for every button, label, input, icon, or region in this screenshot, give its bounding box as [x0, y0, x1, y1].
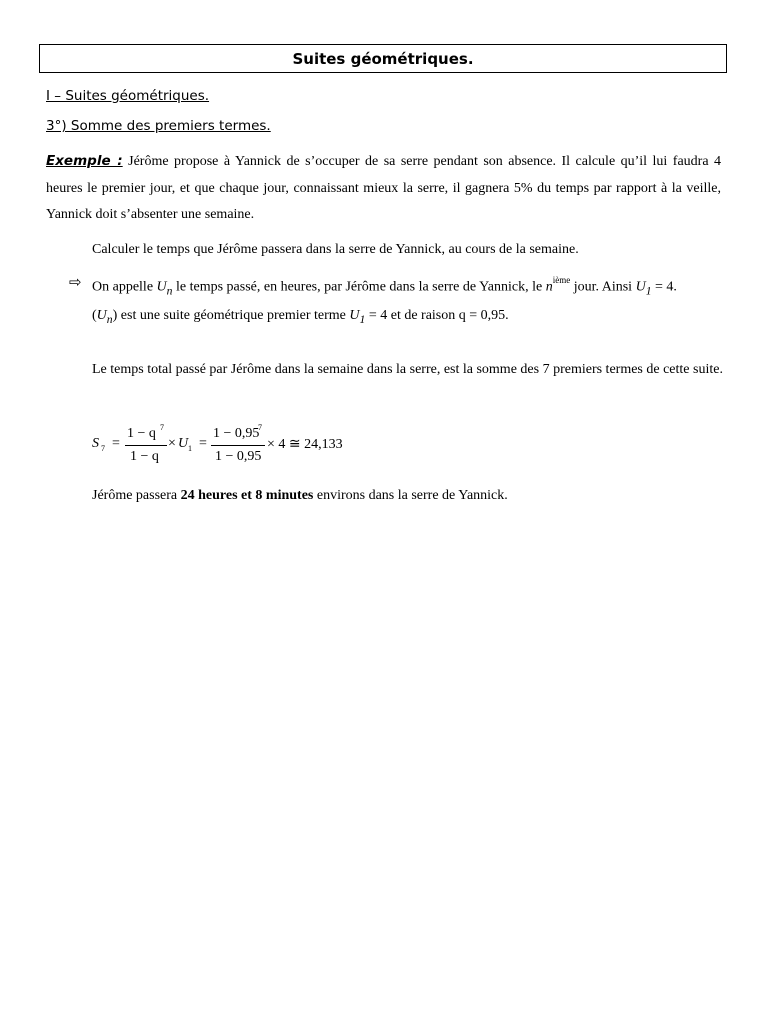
example-label: Exemple :: [46, 153, 123, 169]
page-title: [39, 44, 727, 73]
example-paragraph: [46, 148, 721, 229]
sum-explanation: Le temps total passé par Jérôme dans la semaine dans la serre, est la somme des 7 premiers termes de cette suite.: [92, 362, 723, 377]
definition-item: On appelle $U_n$ le temps passé, en heures, par Jérôme dans la serre de Yannick, le $n^{ième}$ jour. Ainsi $U_1 = 4$. $(U_n)$ est une suite géométrique premier terme $U_1 = 4$ et de raison q = 0,95.: [92, 275, 677, 327]
conclusion-text: Jérôme passera 24 heures et 8 minutes environs dans la serre de Yannick.: [92, 488, 508, 503]
fraction-bar: [125, 445, 167, 446]
section-heading: I – Suites géométriques.: [46, 88, 210, 104]
subsection-heading: 3°) Somme des premiers termes.: [46, 118, 271, 134]
page-title-text: Suites géométriques.: [292, 49, 474, 68]
document-page: Suites géométriques. I – Suites géométriques. 3°) Somme des premiers termes. Exemple : Jérôme propose à Yannick de s’occuper de sa serre pendant son absence. Il calcule qu’il lui faudra 4 heures le premier jour, et que chaque jour, connaissant mieux la serre, il gagnera 5% du temps par rapport à la veille, Yannick doit s’absenter une semaine. Calculer le temps que Jérôme passera dans la serre de Yannick, au cours de la semaine. ⇨ On appelle $U_n$ le temps passé, en heures, par Jérôme dans la serre de Yannick, le $n^{ième}$ jour. Ainsi $U_1 = 4$. $(U_n)$ est une suite géométrique premier terme $U_1 = 4$ et de raison q = 0,95. Le temps total passé par Jérôme dans la semaine dans la serre, est la somme des 7 premiers termes de cette suite. S 7 = 1 − q 7 1 − q × U 1 = 1 − 0,95 7 1 − 0,95 × 4 ≅ 24,133 Jérôme passera 24 heures et 8 minutes environs dans la serre de Yannick.: [0, 0, 768, 1024]
example-text: Jérôme propose à Yannick de s’occuper de sa serre pendant son absence. Il calcule qu’il lui faudra 4 heures le premier jour, et que chaque jour, connaissant mieux la serre, il gagnera 5% du temps par rapport à la veille, Yannick doit s’absenter une semaine.: [46, 154, 722, 222]
arrow-bullet-icon: ⇨: [69, 273, 82, 291]
question-text: Calculer le temps que Jérôme passera dans la serre de Yannick, au cours de la semaine.: [92, 242, 579, 257]
fraction-bar: [211, 445, 265, 446]
